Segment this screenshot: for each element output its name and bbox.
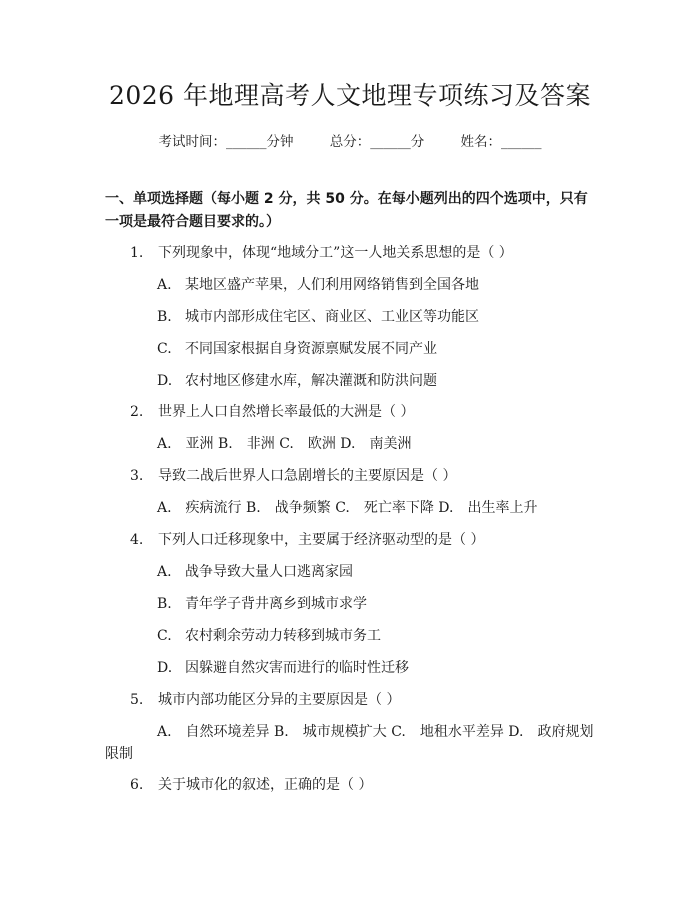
option-1c [157, 339, 437, 359]
option-1d [157, 371, 437, 391]
options-2-inline: A. 亚洲 B. 非洲 C. 欧洲 D. 南美洲 [157, 436, 412, 452]
options-3-inline: A. 疾病流行 B. 战争频繁 C. 死亡率下降 D. 出生率上升 [157, 500, 538, 516]
question-text: 关于城市化的叙述，正确的是（ ） [158, 777, 373, 793]
question-text: 导致二战后世界人口急剧增长的主要原因是（ ） [158, 468, 457, 484]
option-4d [157, 658, 409, 678]
option-text: 某地区盛产苹果，人们利用网络销售到全国各地 [185, 277, 479, 293]
option-4b [157, 594, 367, 614]
option-text: 不同国家根据自身资源禀赋发展不同产业 [185, 341, 437, 357]
section-heading: 一、单项选择题（每小题 2 分，共 50 分。在每小题列出的四个选项中，只有一项是最符合题目要求的。） [105, 191, 588, 230]
question-number: 6. [130, 777, 144, 793]
option-text: 青年学子背井离乡到城市求学 [185, 596, 367, 612]
question-3 [130, 466, 456, 486]
option-4a [157, 562, 353, 582]
options-5-inline: A. 自然环境差异 B. 城市规模扩大 C. 地租水平差异 D. 政府规划 [157, 724, 594, 740]
option-label: B. [157, 596, 172, 612]
question-6 [130, 775, 372, 795]
exam-meta [0, 130, 700, 150]
question-5 [130, 690, 400, 710]
option-1a [157, 275, 479, 295]
question-number: 4. [130, 532, 144, 548]
option-label: B. [157, 309, 172, 325]
option-label: C. [157, 341, 172, 357]
option-label: C. [157, 628, 172, 644]
question-number: 1. [130, 245, 144, 261]
question-text: 世界上人口自然增长率最低的大洲是（ ） [158, 404, 415, 420]
document-title: 2026 年地理高考人文地理专项练习及答案 [108, 81, 592, 110]
option-4c [157, 626, 381, 646]
option-label: D. [157, 660, 173, 676]
exam-name: 姓名：______ [460, 134, 542, 150]
option-label: A. [157, 277, 172, 293]
option-text: 农村地区修建水库，解决灌溉和防洪问题 [185, 373, 437, 389]
question-text: 下列人口迁移现象中，主要属于经济驱动型的是（ ） [158, 532, 485, 548]
question-2 [130, 402, 414, 422]
option-1b [157, 307, 479, 327]
exam-time: 考试时间：______分钟 [158, 134, 294, 150]
question-4 [130, 530, 484, 550]
question-number: 3. [130, 468, 144, 484]
question-number: 2. [130, 404, 144, 420]
option-label: A. [157, 564, 172, 580]
option-text: 城市内部形成住宅区、商业区、工业区等功能区 [185, 309, 479, 325]
option-text: 农村剩余劳动力转移到城市务工 [185, 628, 381, 644]
question-text: 城市内部功能区分异的主要原因是（ ） [158, 692, 401, 708]
option-label: D. [157, 373, 173, 389]
option-text: 因躲避自然灾害而进行的临时性迁移 [185, 660, 409, 676]
options-5-wrap: 限制 [105, 746, 133, 762]
question-text: 下列现象中，体现“地域分工”这一人地关系思想的是（ ） [158, 245, 513, 261]
question-1 [130, 243, 513, 263]
exam-score: 总分：______分 [329, 134, 425, 150]
option-text: 战争导致大量人口逃离家园 [185, 564, 353, 580]
question-number: 5. [130, 692, 144, 708]
